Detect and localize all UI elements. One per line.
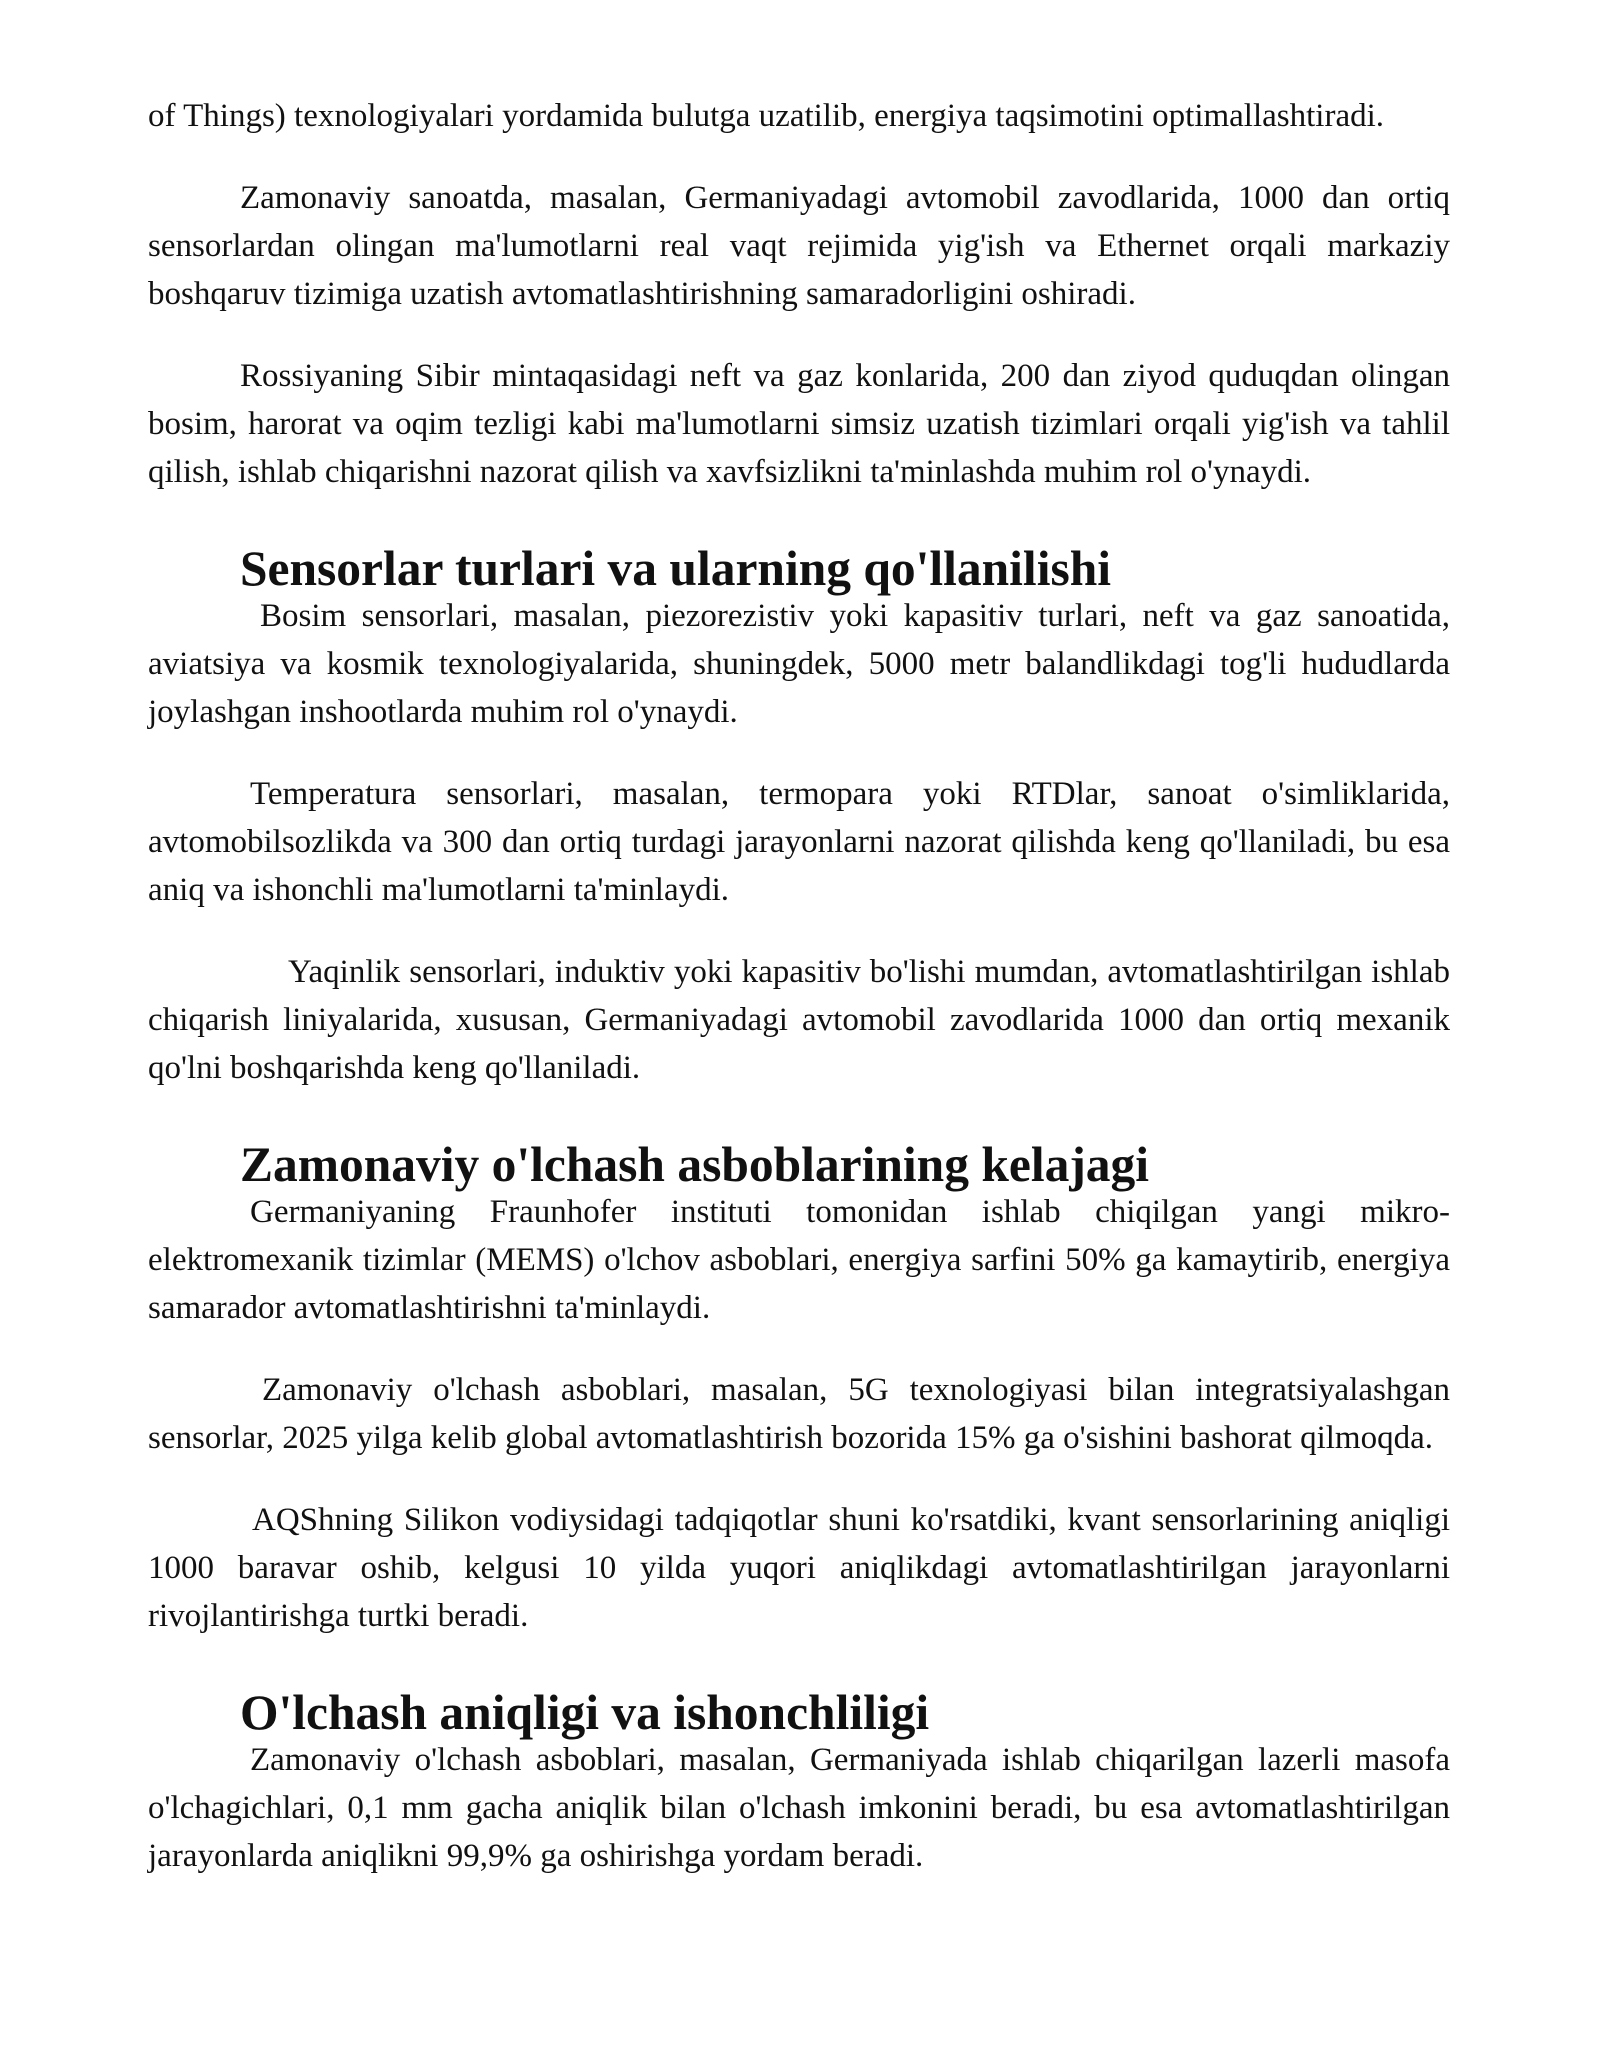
- heading-future-instruments: Zamonaviy o'lchash asboblarining kelajagi: [240, 1137, 1150, 1192]
- paragraph-quantum-sensors: AQShning Silikon vodiysidagi tadqiqotlar shuni ko'rsatdiki, kvant sensorlarining aniqligi 1000 baravar oshib, kelgusi 10 yilda yuqori aniqlikdagi avtomatlashtirilgan jarayonlarni rivojlantirishga turtki beradi.: [148, 1502, 1450, 1634]
- document-body: [148, 92, 1450, 1880]
- paragraph-proximity-sensors: Yaqinlik sensorlari, induktiv yoki kapasitiv bo'lishi mumdan, avtomatlashtirilgan ishlab chiqarish liniyalarida, xususan, Germaniyadagi avtomobil zavodlarida 1000 dan ortiq mexanik qo'lni boshqarishda keng qo'llaniladi.: [148, 954, 1450, 1086]
- paragraph-russia-siberia: Rossiyaning Sibir mintaqasidagi neft va gaz konlarida, 200 dan ziyod quduqdan olingan bosim, harorat va oqim tezligi kabi ma'lumotlarni simsiz uzatish tizimlari orqali yig'ish va tahlil qilish, ishlab chiqarishni nazorat qilish va xavfsizlikni ta'minlashda muhim rol o'ynaydi.: [148, 358, 1450, 490]
- heading-sensor-types: Sensorlar turlari va ularning qo'llanilishi: [240, 541, 1111, 596]
- paragraph-iot-continuation: of Things) texnologiyalari yordamida bulutga uzatilib, energiya taqsimotini optimallashtiradi.: [148, 98, 1385, 134]
- paragraph-fraunhofer-mems: Germaniyaning Fraunhofer instituti tomonidan ishlab chiqilgan yangi mikro-elektromexanik tizimlar (MEMS) o'lchov asboblari, energiya sarfini 50% ga kamaytirib, energiya samarador avtomatlashtirishni ta'minlaydi.: [148, 1194, 1450, 1326]
- paragraph-laser-rangefinders: Zamonaviy o'lchash asboblari, masalan, Germaniyada ishlab chiqarilgan lazerli masofa o'lchagichlari, 0,1 mm gacha aniqlik bilan o'lchash imkonini beradi, bu esa avtomatlashtirilgan jarayonlarda aniqlikni 99,9% ga oshirishga yordam beradi.: [148, 1742, 1450, 1874]
- heading-accuracy-reliability: O'lchash aniqligi va ishonchliligi: [240, 1685, 930, 1740]
- paragraph-temperature-sensors: Temperatura sensorlari, masalan, termopara yoki RTDlar, sanoat o'simliklarida, avtomobilsozlikda va 300 dan ortiq turdagi jarayonlarni nazorat qilishda keng qo'llaniladi, bu esa aniq va ishonchli ma'lumotlarni ta'minlaydi.: [148, 776, 1450, 908]
- paragraph-germany-automotive: Zamonaviy sanoatda, masalan, Germaniyadagi avtomobil zavodlarida, 1000 dan ortiq sensorlardan olingan ma'lumotlarni real vaqt rejimida yig'ish va Ethernet orqali markaziy boshqaruv tizimiga uzatish avtomatlashtirishning samaradorligini oshiradi.: [148, 180, 1450, 312]
- paragraph-pressure-sensors: Bosim sensorlari, masalan, piezorezistiv yoki kapasitiv turlari, neft va gaz sanoatida, aviatsiya va kosmik texnologiyalarida, shuningdek, 5000 metr balandlikdagi tog'li hududlarda joylashgan inshootlarda muhim rol o'ynaydi.: [148, 598, 1450, 730]
- paragraph-5g-sensors: Zamonaviy o'lchash asboblari, masalan, 5G texnologiyasi bilan integratsiyalashgan sensorlar, 2025 yilga kelib global avtomatlashtirish bozorida 15% ga o'sishini bashorat qilmoqda.: [148, 1372, 1450, 1456]
